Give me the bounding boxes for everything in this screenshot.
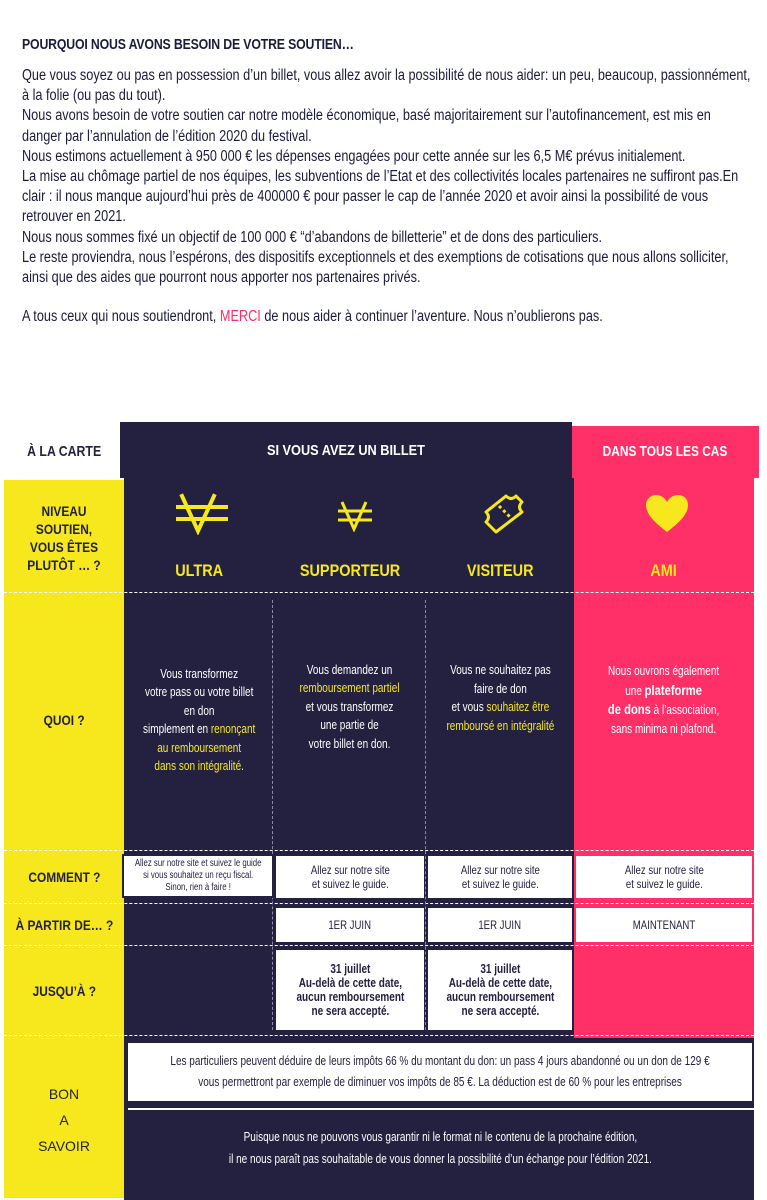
comment-ami: Allez sur notre site et suivez le guide. — [576, 856, 752, 898]
quoi-supporteur: Vous demandez un remboursement partiel et vous transformez une partie de votre billet en don. — [299, 662, 401, 751]
intro-text — [22, 66, 752, 327]
jusqua-visiteur: 31 juillet Au-delà de cette date, aucun remboursement ne sera accepté. — [428, 950, 572, 1030]
level-ami: AMI — [650, 561, 678, 580]
intro-paragraph: Que vous soyez ou pas en possession d’un billet, vous allez avoir la possibilité de nous aider: un peu, beaucoup, passionnément, à la folie (ou pas du tout). — [22, 67, 751, 105]
quoi-visiteur: Vous ne souhaitez pas faire de don et vous souhaitez être remboursé en intégralité — [446, 663, 554, 733]
bon-a-savoir-divider — [128, 1108, 754, 1110]
a-partir-visiteur: 1ER JUIN — [428, 908, 572, 942]
page-title: POURQUOI NOUS AVONS BESOIN DE VOTRE SOUTIEN… — [22, 36, 354, 53]
quoi-ami: Nous ouvrons également une plateforme de dons à l’association, sans minima ni plafond. — [608, 664, 720, 736]
intro-paragraph: Nous nous sommes fixé un objectif de 100 000 € “d’abandons de billetterie” et de dons des particuliers. — [22, 228, 603, 246]
intro-paragraph: Nous estimons actuellement à 950 000 € les dépenses engagées pour cette année sur les 6,5 M€ prévus initialement. — [22, 147, 686, 165]
level-supporteur: SUPPORTEUR — [299, 561, 401, 580]
header-si-billet: SI VOUS AVEZ UN BILLET — [120, 422, 572, 478]
row-label-comment: COMMENT ? — [27, 869, 101, 885]
bon-a-savoir-fiscal: Les particuliers peuvent déduire de leurs impôts 66 % du montant du don: un pass 4 jours abandonné ou un don de 129 € vous permettront par exemple de diminuer vos impôts de 85 €. La déduction est de 60 % pour les entreprises — [128, 1043, 752, 1101]
header-a-la-carte: À LA CARTE — [26, 443, 102, 460]
merci-word: MERCI — [219, 308, 261, 326]
closing-text-end: de nous aider à continuer l’aventure. Nous n’oublierons pas. — [260, 308, 603, 326]
ticket-icon — [482, 492, 526, 536]
heart-icon — [644, 494, 690, 534]
intro-paragraph: La mise au chômage partiel de nos équipes, les subventions de l’Etat et des collectivités locales partenaires ne suffiront pas.En clair : il nous manque aujourd’hui près de 400000 € pour passer le cap de l’année 2020 et avoir ainsi la possibilité de vous retrouver en 2021. — [22, 168, 739, 226]
row-label-a-partir: À PARTIR DE… ? — [15, 917, 113, 933]
row-label-jusqua: JUSQU’À ? — [32, 983, 96, 999]
row-label-quoi: QUOI ? — [43, 712, 85, 728]
comment-visiteur: Allez sur notre site et suivez le guide. — [428, 856, 572, 898]
closing-line — [22, 307, 752, 327]
a-partir-ami: MAINTENANT — [576, 908, 752, 942]
comment-supporteur: Allez sur notre site et suivez le guide. — [276, 856, 424, 898]
jusqua-supporteur: 31 juillet Au-delà de cette date, aucun remboursement ne sera accepté. — [276, 950, 424, 1030]
comment-ultra: Allez sur notre site et suivez le guide si vous souhaitez un reçu fiscal. Sinon, rien à faire ! — [122, 854, 274, 898]
level-visiteur: VISITEUR — [466, 561, 534, 580]
row-label-niveau: NIVEAU SOUTIEN, VOUS ÊTES PLUTÔT … ? — [27, 503, 101, 573]
intro-paragraph: Le reste proviendra, nous l’espérons, des dispositifs exceptionnels et des exemptions de cotisations que nous allons solliciter, ainsi que des aides que pourront nous apporter nos partenaires privés. — [22, 248, 729, 287]
level-ultra: ULTRA — [175, 561, 223, 580]
ultra-icon — [176, 493, 228, 535]
supporteur-icon — [336, 500, 374, 532]
closing-text: A tous ceux qui nous soutiendront, — [22, 308, 220, 326]
quoi-ultra: Vous transformez votre pass ou votre billet en don simplement en renonçant au remboursement dans son intégralité. — [142, 666, 256, 773]
a-partir-supporteur: 1ER JUIN — [276, 908, 424, 942]
bon-a-savoir-echange: Puisque nous ne pouvons vous garantir ni le format ni le contenu de la prochaine édition, il ne nous paraît pas souhaitable de vous donner la possibilité d’un échange pour l’édition 2021. — [228, 1130, 652, 1166]
intro-paragraph: Nous avons besoin de votre soutien car notre modèle économique, basé majoritairement sur l’autofinancement, est mis en danger par l’annulation de l’édition 2020 du festival. — [22, 107, 711, 145]
row-label-bon-a-savoir: BON A SAVOIR — [38, 1086, 90, 1154]
header-tous-les-cas: DANS TOUS LES CAS — [572, 426, 759, 478]
